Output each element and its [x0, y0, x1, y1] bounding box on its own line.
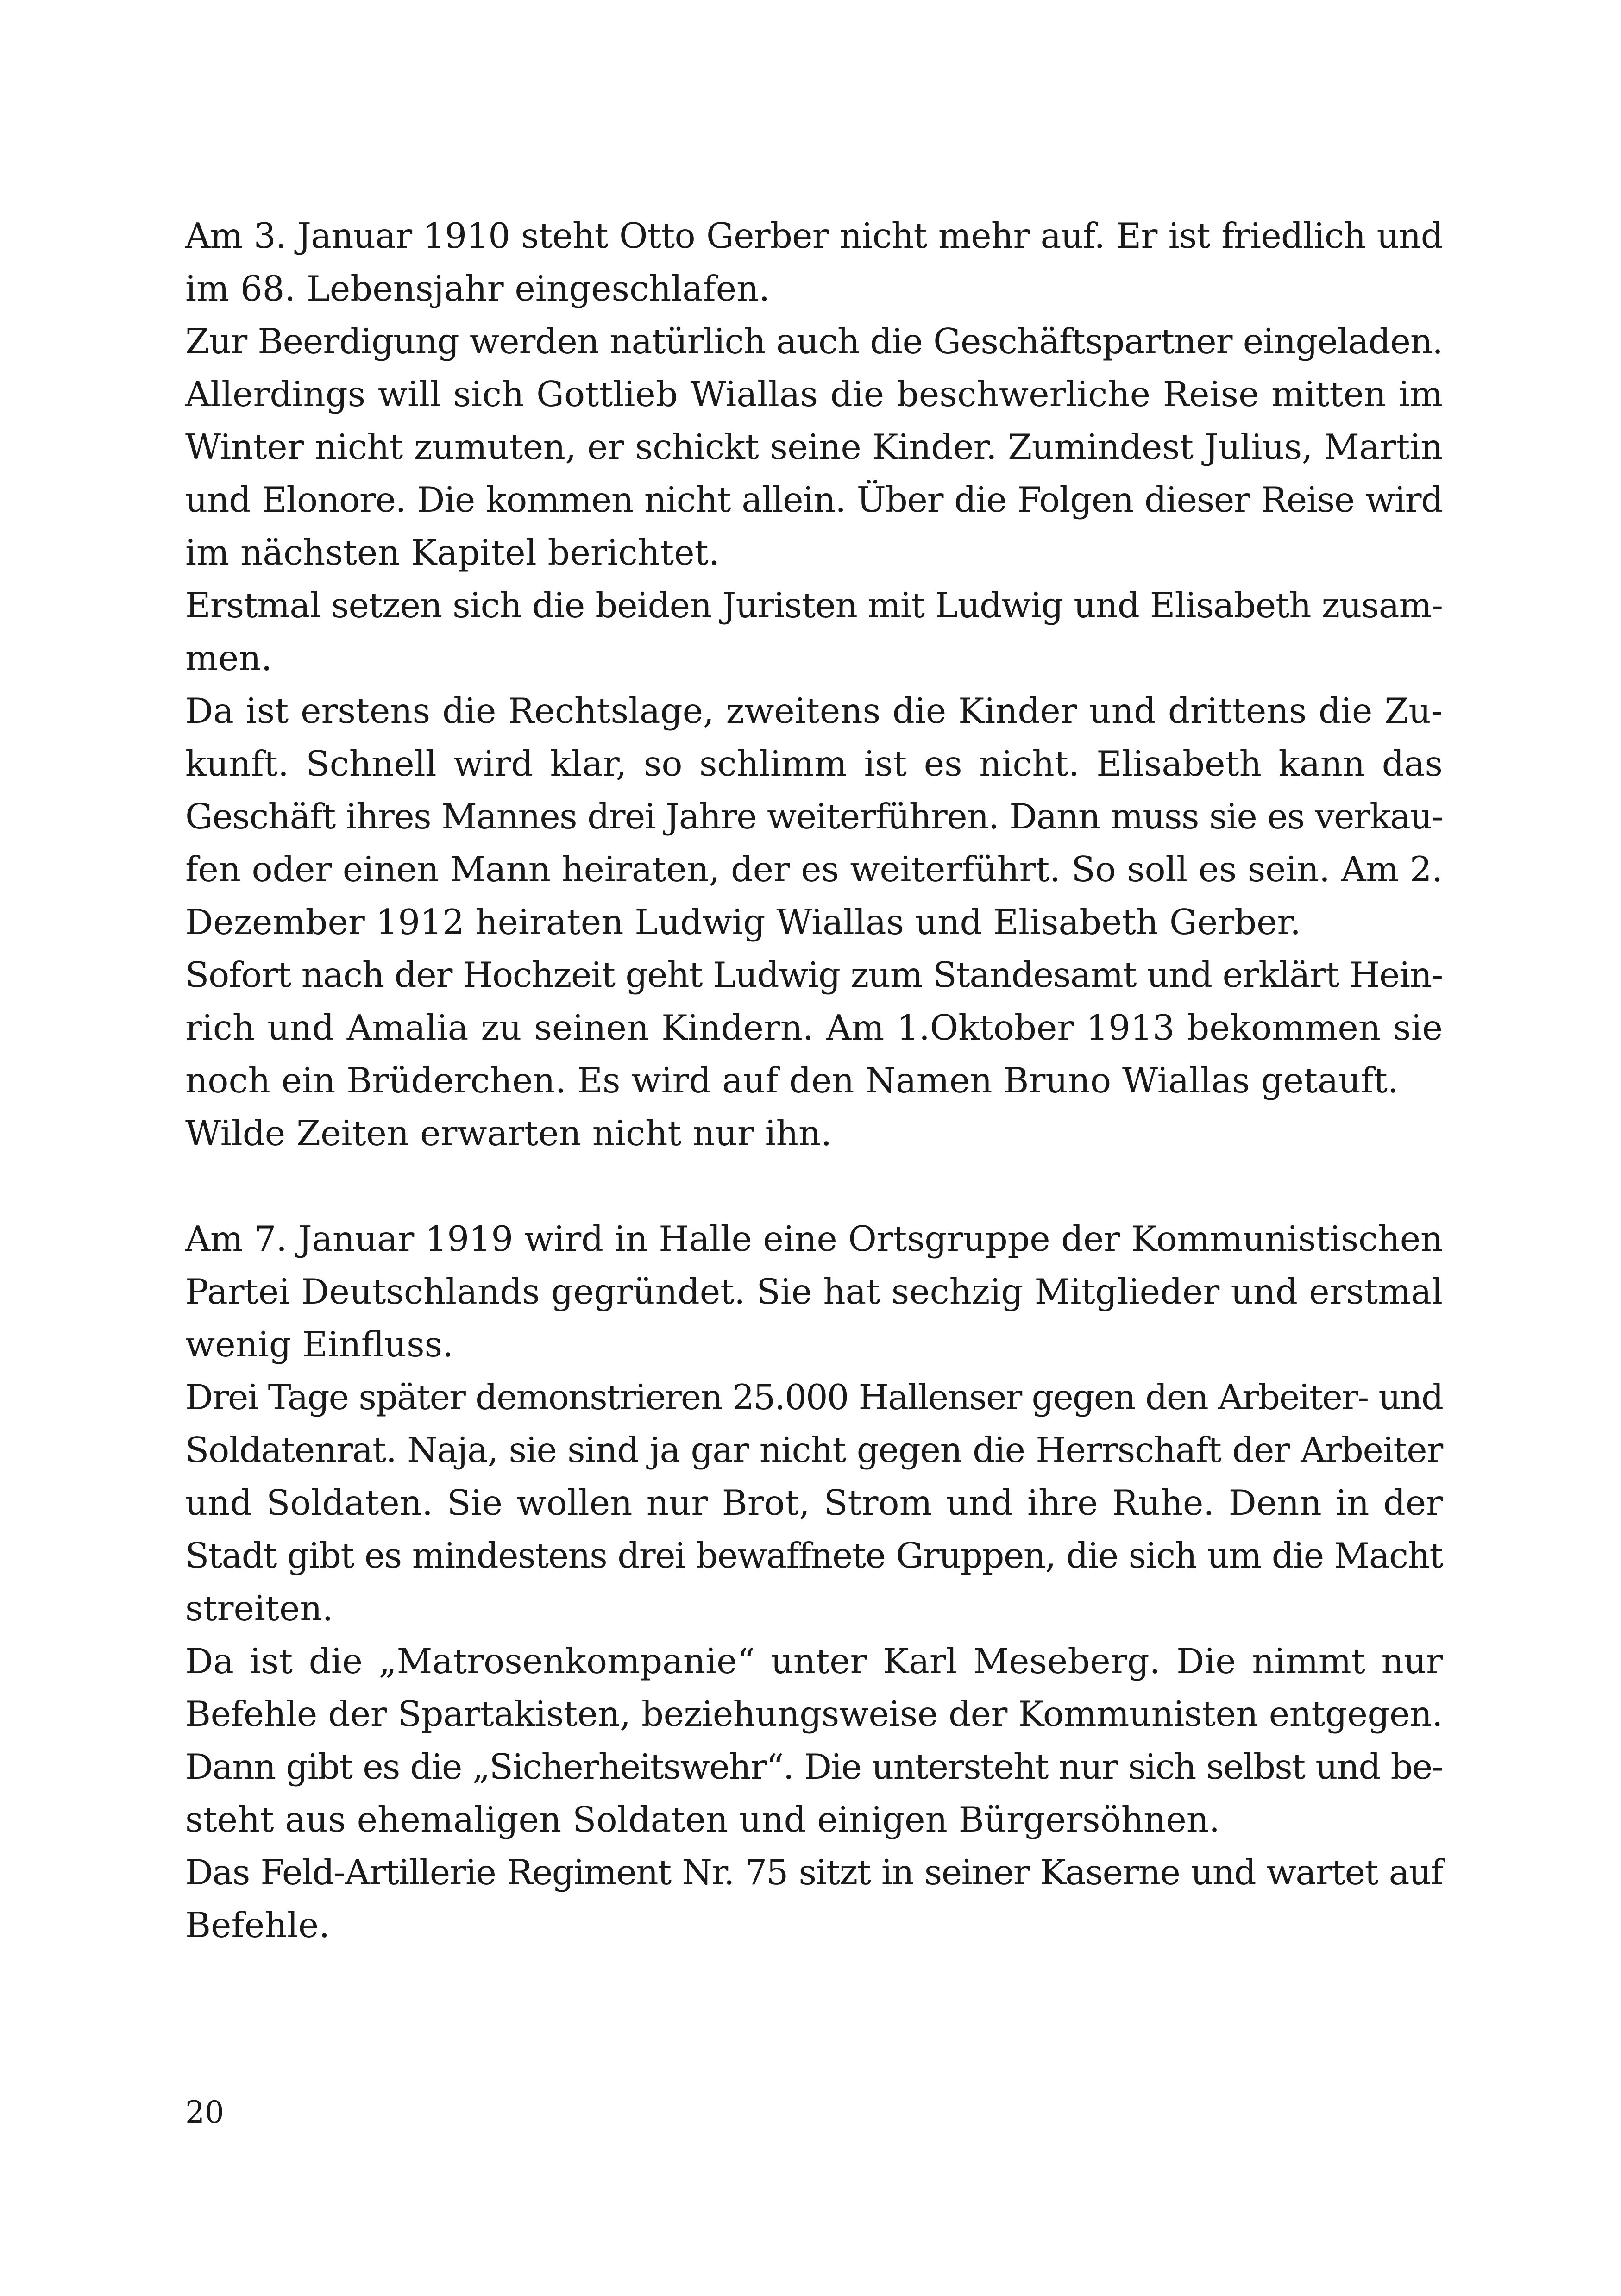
- text-line: Am 7. Januar 1919 wird in Halle eine Ortsgruppe der Kommunistischen: [185, 1218, 1443, 1259]
- text-line: Partei Deutschlands gegründet. Sie hat sechzig Mitglieder und erstmal: [185, 1271, 1443, 1312]
- paragraph: [185, 1371, 1443, 1635]
- paragraph: [185, 315, 1443, 579]
- paragraph: [185, 1846, 1443, 1951]
- text-line: Sofort nach der Hochzeit geht Ludwig zum Standesamt und erklärt Hein-: [185, 954, 1443, 995]
- text-line: und Elonore. Die kommen nicht allein. Über die Folgen dieser Reise wird: [185, 479, 1443, 520]
- paragraph: [185, 948, 1443, 1107]
- text-line: Geschäft ihres Mannes drei Jahre weiterführen. Dann muss sie es verkau-: [185, 796, 1443, 837]
- text-line: Stadt gibt es mindestens drei bewaffnete Gruppen, die sich um die Macht: [185, 1535, 1443, 1576]
- text-line: Erstmal setzen sich die beiden Juristen mit Ludwig und Elisabeth zusam-: [185, 585, 1443, 626]
- paragraph: [185, 579, 1443, 684]
- paragraph: [185, 1212, 1443, 1371]
- paragraph: [185, 684, 1443, 948]
- text-line: Dann gibt es die „Sicherheitswehr“. Die untersteht nur sich selbst und be-: [185, 1746, 1443, 1787]
- paragraph: [185, 209, 1443, 315]
- text-line: Befehle.: [185, 1905, 330, 1945]
- text-line: steht aus ehemaligen Soldaten und einigen Bürgersöhnen.: [185, 1799, 1220, 1840]
- text-line: Da ist erstens die Rechtslage, zweitens die Kinder und drittens die Zu-: [185, 690, 1443, 731]
- text-line: Soldatenrat. Naja, sie sind ja gar nicht gegen die Herrschaft der Arbeiter: [185, 1430, 1443, 1470]
- text-line: rich und Amalia zu seinen Kindern. Am 1.Oktober 1913 bekommen sie: [185, 1007, 1443, 1048]
- text-line: Dezember 1912 heiraten Ludwig Wiallas und Elisabeth Gerber.: [185, 902, 1301, 942]
- text-line: wenig Einfluss.: [185, 1324, 453, 1365]
- text-line: im 68. Lebensjahr eingeschlafen.: [185, 268, 770, 309]
- text-line: noch ein Brüderchen. Es wird auf den Namen Bruno Wiallas getauft.: [185, 1060, 1399, 1101]
- text-line: Das Feld-Artillerie Regiment Nr. 75 sitzt in seiner Kaserne und wartet auf: [185, 1852, 1443, 1893]
- text-line: men.: [185, 638, 272, 678]
- text-line: und Soldaten. Sie wollen nur Brot, Strom und ihre Ruhe. Denn in der: [185, 1482, 1443, 1523]
- text-line: Drei Tage später demonstrieren 25.000 Hallenser gegen den Arbeiter- und: [185, 1377, 1443, 1418]
- paragraph: [185, 1635, 1443, 1846]
- text-line: kunft. Schnell wird klar, so schlimm ist es nicht. Elisabeth kann das: [185, 743, 1443, 784]
- text-line: Winter nicht zumuten, er schickt seine Kinder. Zumindest Julius, Martin: [185, 427, 1443, 467]
- text-line: streiten.: [185, 1588, 333, 1629]
- text-line: Wilde Zeiten erwarten nicht nur ihn.: [185, 1113, 832, 1154]
- paragraph: [185, 1107, 1443, 1160]
- text-line: im nächsten Kapitel berichtet.: [185, 532, 720, 573]
- text-line: Befehle der Spartakisten, beziehungsweise der Kommunisten entgegen.: [185, 1694, 1443, 1734]
- text-line: Allerdings will sich Gottlieb Wiallas die beschwerliche Reise mitten im: [185, 374, 1443, 414]
- section-break: [185, 1160, 1443, 1212]
- text-line: Da ist die „Matrosenkompanie“ unter Karl Meseberg. Die nimmt nur: [185, 1641, 1443, 1681]
- page-number: 20: [185, 2095, 224, 2130]
- body-text: [185, 209, 1443, 1951]
- text-line: fen oder einen Mann heiraten, der es weiterführt. So soll es sein. Am 2.: [185, 849, 1443, 890]
- text-line: Zur Beerdigung werden natürlich auch die Geschäftspartner eingeladen.: [185, 321, 1443, 362]
- text-line: Am 3. Januar 1910 steht Otto Gerber nicht mehr auf. Er ist friedlich und: [185, 215, 1443, 256]
